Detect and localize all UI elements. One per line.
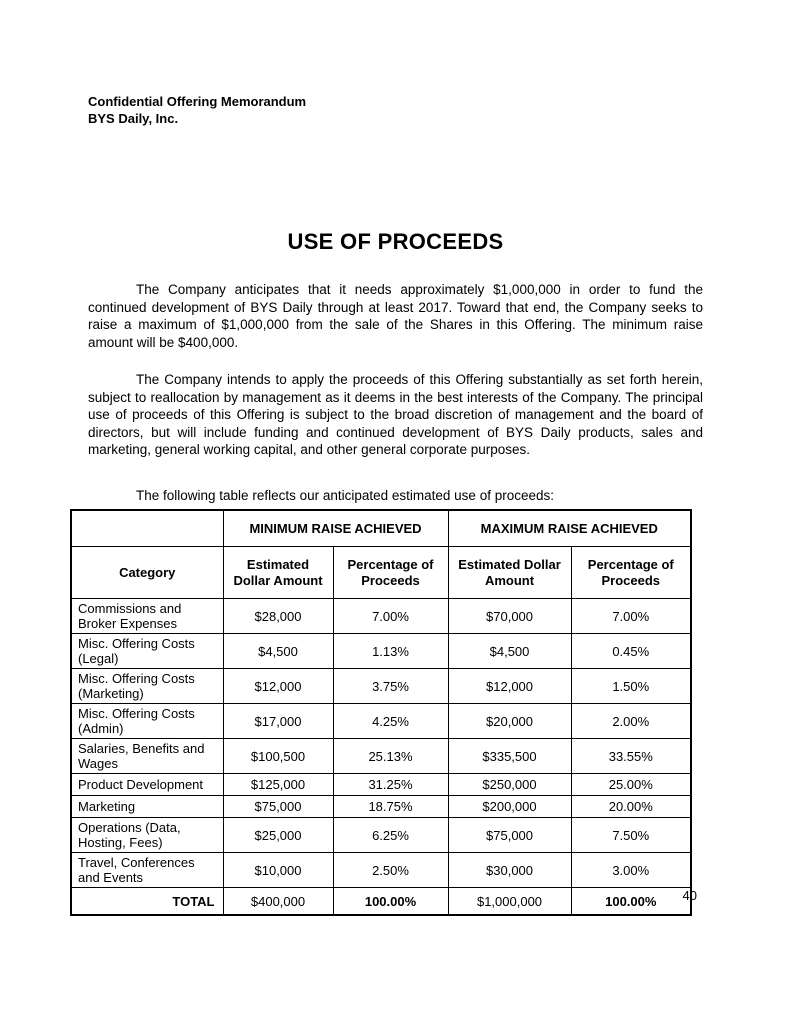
- cell-min-pct: 7.00%: [333, 599, 448, 634]
- page-number: 40: [682, 888, 697, 903]
- cell-max-amount: $70,000: [448, 599, 571, 634]
- cell-category: Operations (Data, Hosting, Fees): [71, 818, 223, 853]
- cell-min-pct: 4.25%: [333, 704, 448, 739]
- document-body: [0, 228, 791, 916]
- table-row: [71, 669, 691, 704]
- cell-max-pct: 20.00%: [571, 796, 691, 818]
- company-name-line: BYS Daily, Inc.: [88, 111, 179, 126]
- table-row: [71, 774, 691, 796]
- cell-max-pct: 1.50%: [571, 669, 691, 704]
- column-header-min-amount: Estimated Dollar Amount: [223, 547, 333, 599]
- cell-min-amount: $75,000: [223, 796, 333, 818]
- cell-max-amount: $335,500: [448, 739, 571, 774]
- table-row: [71, 634, 691, 669]
- cell-category: Product Development: [71, 774, 223, 796]
- cell-category: Travel, Conferences and Events: [71, 853, 223, 888]
- cell-max-amount: $250,000: [448, 774, 571, 796]
- column-header-max-amount: Estimated Dollar Amount: [448, 547, 571, 599]
- paragraph-3: The following table reflects our anticipated estimated use of proceeds:: [136, 487, 554, 503]
- group-header-minimum: MINIMUM RAISE ACHIEVED: [223, 510, 448, 547]
- table-row: [71, 796, 691, 818]
- page-title: USE OF PROCEEDS: [287, 229, 504, 254]
- column-header-max-pct: Percentage of Proceeds: [571, 547, 691, 599]
- cell-category: Misc. Offering Costs (Marketing): [71, 669, 223, 704]
- table-total-row: [71, 888, 691, 916]
- cell-min-pct: 18.75%: [333, 796, 448, 818]
- cell-total-min-pct: 100.00%: [333, 888, 448, 916]
- cell-total-min-amount: $400,000: [223, 888, 333, 916]
- group-header-maximum: MAXIMUM RAISE ACHIEVED: [448, 510, 691, 547]
- cell-max-amount: $75,000: [448, 818, 571, 853]
- cell-max-amount: $20,000: [448, 704, 571, 739]
- corner-cell: [71, 510, 223, 547]
- cell-min-amount: $12,000: [223, 669, 333, 704]
- table-row: [71, 853, 691, 888]
- cell-category: Salaries, Benefits and Wages: [71, 739, 223, 774]
- cell-category: Commissions and Broker Expenses: [71, 599, 223, 634]
- cell-max-pct: 7.50%: [571, 818, 691, 853]
- cell-max-pct: 2.00%: [571, 704, 691, 739]
- cell-max-pct: 33.55%: [571, 739, 691, 774]
- cell-category: Misc. Offering Costs (Legal): [71, 634, 223, 669]
- table-row: [71, 739, 691, 774]
- cell-min-pct: 25.13%: [333, 739, 448, 774]
- cell-max-amount: $30,000: [448, 853, 571, 888]
- cell-min-pct: 6.25%: [333, 818, 448, 853]
- cell-total-max-amount: $1,000,000: [448, 888, 571, 916]
- paragraph-2: The Company intends to apply the proceeds of this Offering substantially as set forth herein, subject to reallocation by management as it deems in the best interests of the Company. The principal use of proceeds of this Offering is subject to the broad discretion of management and the board of directors, but will include funding and continued development of BYS Daily products, sales and marketing, general working capital, and other general corporate purposes.: [88, 372, 703, 457]
- cell-max-pct: 25.00%: [571, 774, 691, 796]
- cell-max-amount: $4,500: [448, 634, 571, 669]
- cell-min-pct: 1.13%: [333, 634, 448, 669]
- cell-max-pct: 7.00%: [571, 599, 691, 634]
- memo-title-line: Confidential Offering Memorandum: [88, 94, 307, 109]
- cell-max-pct: 3.00%: [571, 853, 691, 888]
- table-row: [71, 599, 691, 634]
- cell-total-label: TOTAL: [71, 888, 223, 916]
- table-group-header-row: [71, 510, 691, 547]
- cell-min-pct: 2.50%: [333, 853, 448, 888]
- cell-category: Marketing: [71, 796, 223, 818]
- cell-min-amount: $125,000: [223, 774, 333, 796]
- cell-min-amount: $4,500: [223, 634, 333, 669]
- column-header-min-pct: Percentage of Proceeds: [333, 547, 448, 599]
- use-of-proceeds-table: [70, 509, 692, 916]
- paragraph-1: The Company anticipates that it needs approximately $1,000,000 in order to fund the continued development of BYS Daily through at least 2017. Toward that end, the Company seeks to raise a maximum of $1,000,000 from the sale of the Shares in this Offering. The minimum raise amount will be $400,000.: [88, 282, 703, 350]
- cell-min-pct: 31.25%: [333, 774, 448, 796]
- table-column-header-row: [71, 547, 691, 599]
- column-header-category: Category: [71, 547, 223, 599]
- cell-max-amount: $200,000: [448, 796, 571, 818]
- cell-total-max-pct: 100.00%: [571, 888, 691, 916]
- cell-min-amount: $28,000: [223, 599, 333, 634]
- cell-max-amount: $12,000: [448, 669, 571, 704]
- cell-category: Misc. Offering Costs (Admin): [71, 704, 223, 739]
- cell-min-amount: $25,000: [223, 818, 333, 853]
- document-header: [88, 93, 306, 127]
- table-row: [71, 704, 691, 739]
- cell-min-pct: 3.75%: [333, 669, 448, 704]
- cell-min-amount: $100,500: [223, 739, 333, 774]
- cell-min-amount: $10,000: [223, 853, 333, 888]
- cell-max-pct: 0.45%: [571, 634, 691, 669]
- cell-min-amount: $17,000: [223, 704, 333, 739]
- table-row: [71, 818, 691, 853]
